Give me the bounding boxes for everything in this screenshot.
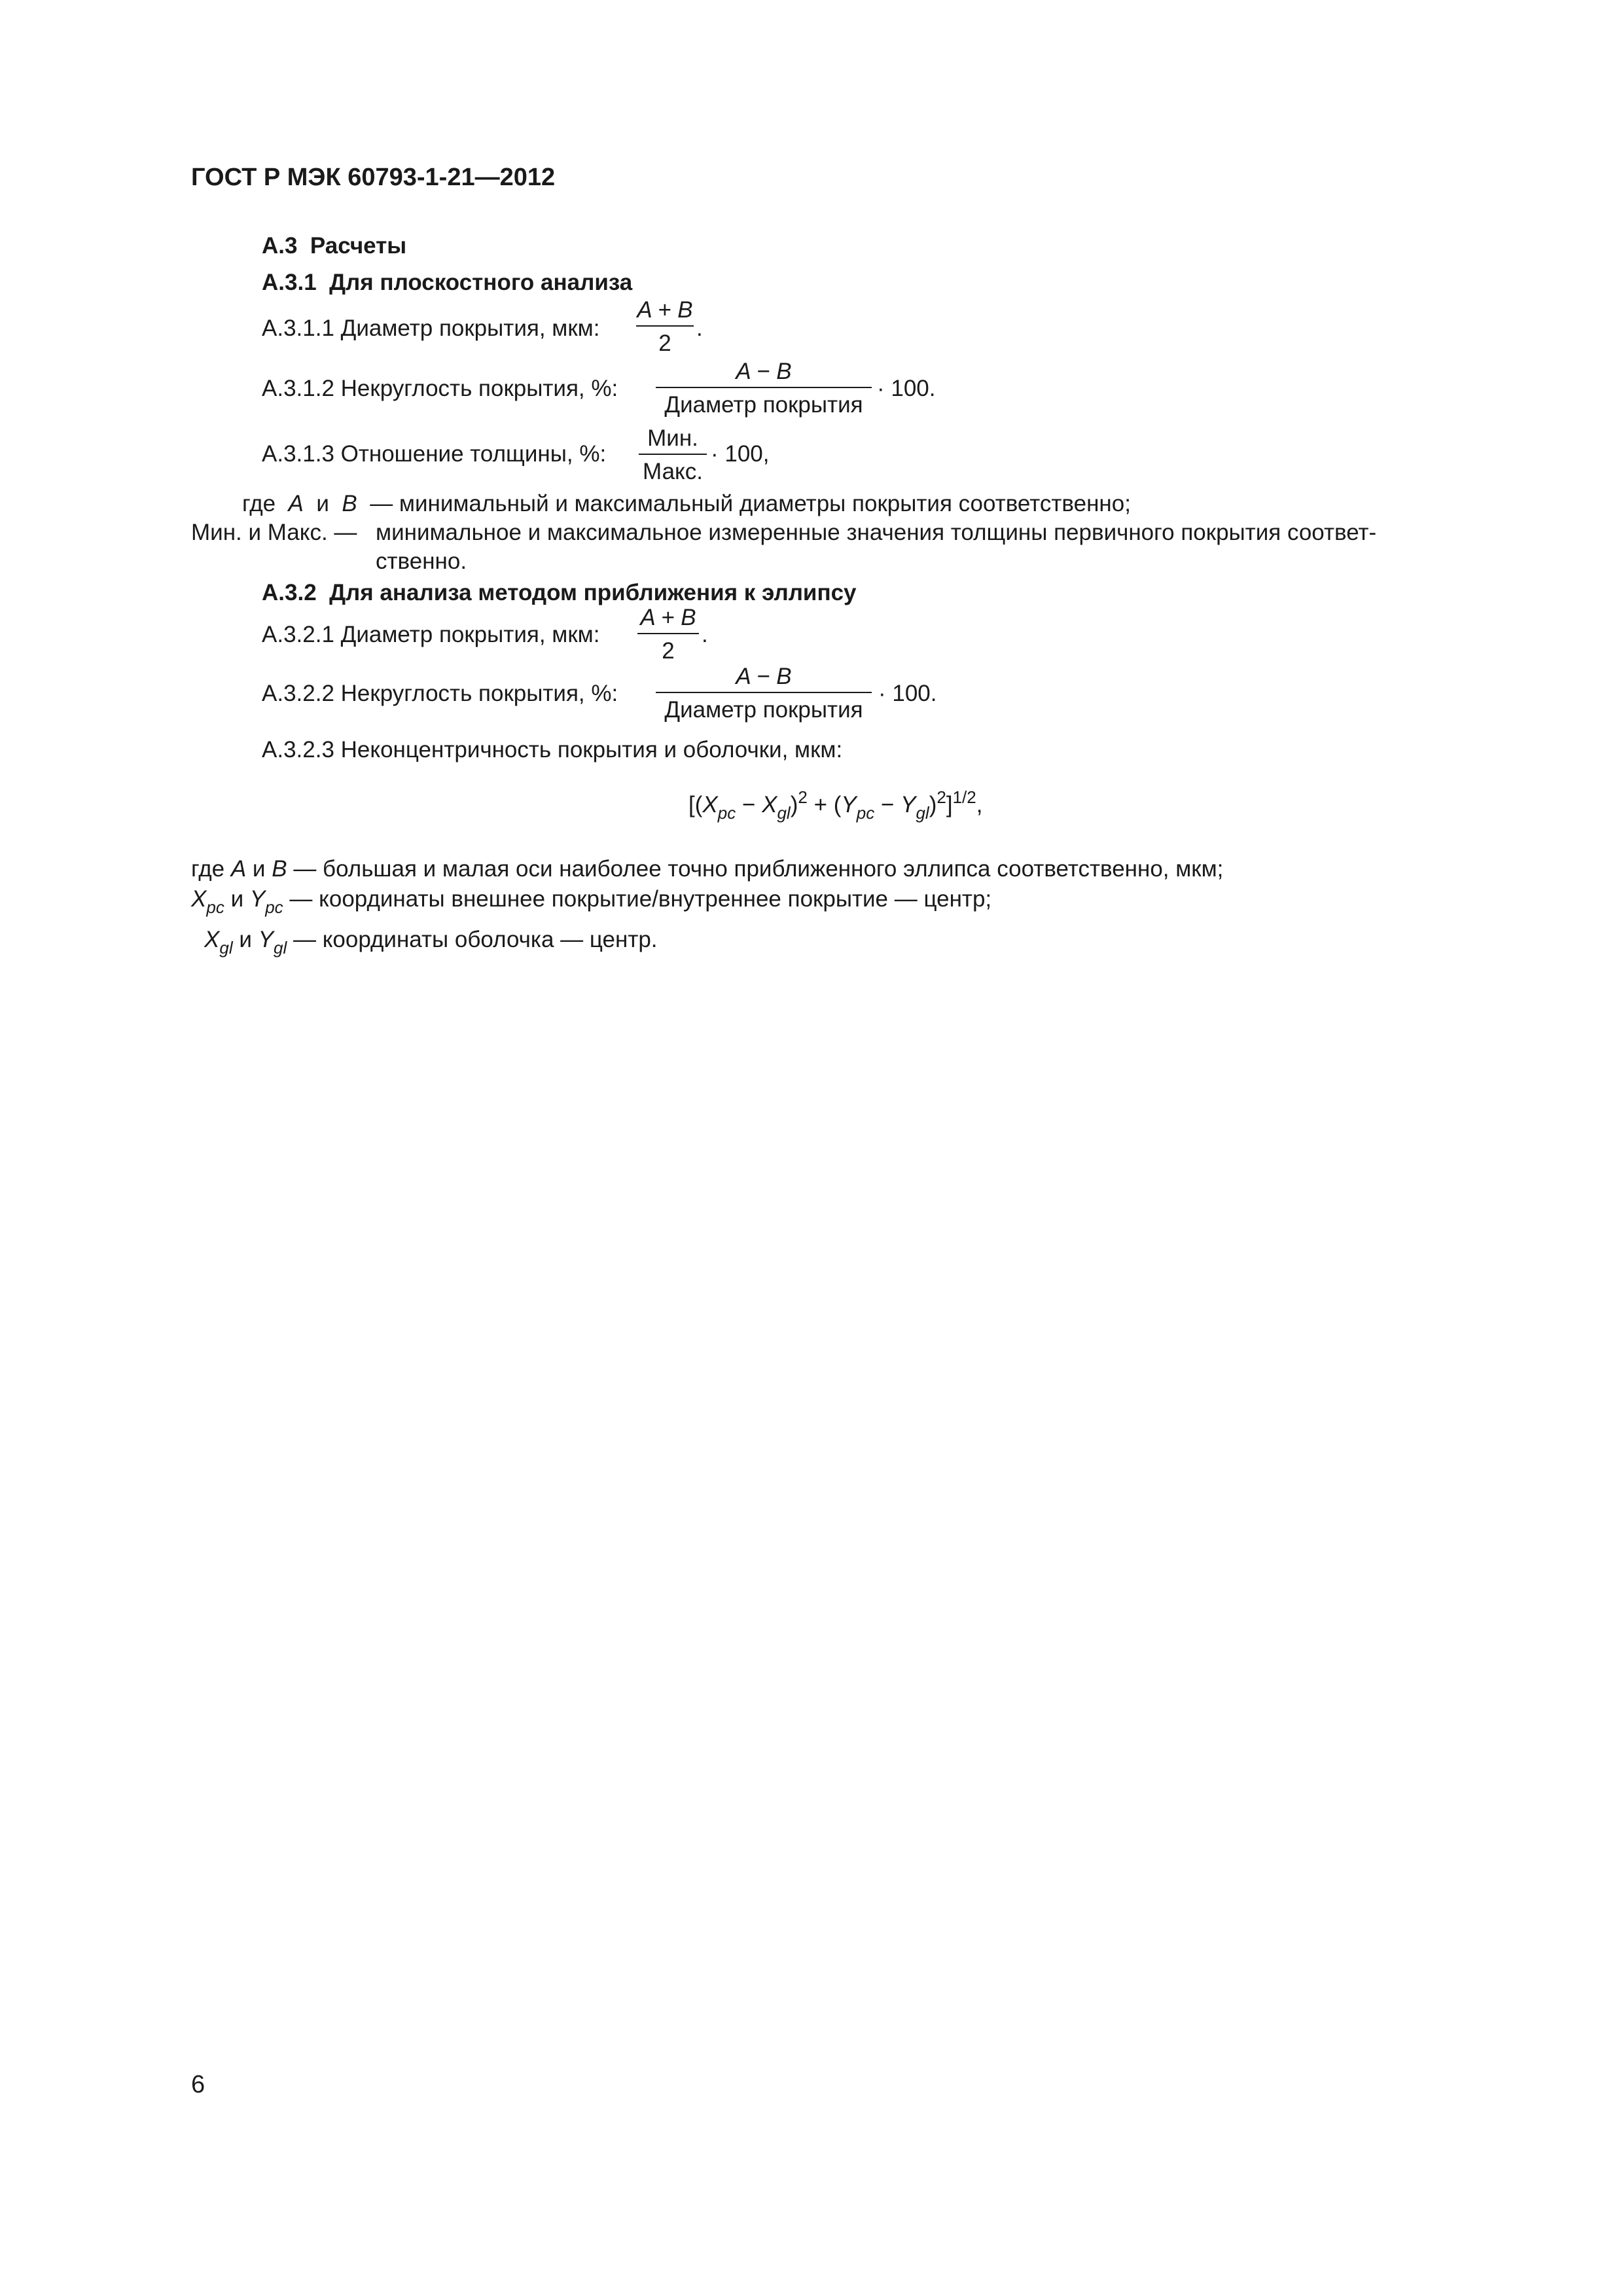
conjunction: и bbox=[316, 491, 329, 516]
where-line bbox=[204, 927, 658, 958]
fraction-denominator: 2 bbox=[658, 331, 671, 356]
section-title: Расчеты bbox=[310, 233, 407, 259]
formula-tail: · 100, bbox=[711, 441, 770, 467]
section-title: Для плоскостного анализа bbox=[329, 270, 633, 295]
operator: − bbox=[736, 792, 762, 817]
subscript: pc bbox=[856, 803, 875, 823]
formula-tail: · 100. bbox=[877, 376, 936, 401]
section-number: А.3.2 bbox=[262, 580, 317, 605]
definition-text: минимальное и максимальное измеренные значения толщины первичного покрытия соответ- bbox=[376, 520, 1377, 545]
subscript: gl bbox=[916, 803, 929, 823]
formula-tail: . bbox=[702, 622, 708, 647]
where-prefix: где bbox=[191, 856, 225, 882]
operator: − bbox=[874, 792, 901, 817]
document-code: ГОСТ Р МЭК 60793-1-21—2012 bbox=[191, 164, 556, 191]
fraction-numerator: Мин. bbox=[647, 425, 698, 451]
page-number: 6 bbox=[191, 2071, 205, 2098]
concentricity-formula bbox=[688, 787, 983, 823]
punctuation: , bbox=[976, 792, 983, 817]
fraction bbox=[637, 606, 699, 662]
formula-label: А.3.1.1 Диаметр покрытия, мкм: bbox=[262, 315, 600, 341]
formula-label: А.3.2.2 Некруглость покрытия, %: bbox=[262, 681, 618, 706]
definition-text: — координаты оболочка — центр. bbox=[293, 927, 658, 952]
superscript: 1/2 bbox=[952, 787, 976, 807]
formula-label: А.3.1.3 Отношение толщины, %: bbox=[262, 441, 607, 467]
fraction-numerator: A + B bbox=[637, 297, 693, 323]
variable: Y bbox=[258, 927, 274, 952]
where-terms: Мин. и Макс. — bbox=[191, 520, 357, 545]
superscript: 2 bbox=[936, 787, 946, 807]
conjunction: и bbox=[230, 886, 244, 912]
fraction-denominator: 2 bbox=[662, 638, 675, 664]
formula-tail: . bbox=[696, 315, 703, 341]
superscript: 2 bbox=[798, 787, 808, 807]
section-a3-heading bbox=[262, 234, 406, 257]
subscript: gl bbox=[777, 803, 791, 823]
fraction-denominator: Диаметр покрытия bbox=[664, 697, 863, 723]
conjunction: и bbox=[239, 927, 252, 952]
fraction-bar bbox=[637, 633, 699, 634]
formula-label: А.3.2.3 Неконцентричность покрытия и оболочки, мкм: bbox=[262, 737, 843, 762]
section-number: А.3 bbox=[262, 233, 298, 259]
fraction-bar bbox=[656, 387, 872, 388]
conjunction: и bbox=[252, 856, 266, 882]
definition-text: — большая и малая оси наиболее точно приближенного эллипса соответственно, мкм; bbox=[293, 856, 1224, 882]
where-prefix: где bbox=[242, 491, 276, 516]
bracket: ) bbox=[790, 792, 798, 817]
variable: A bbox=[230, 856, 247, 882]
variable: Y bbox=[249, 886, 266, 912]
variable: X bbox=[204, 927, 220, 952]
where-line bbox=[242, 492, 1131, 515]
fraction bbox=[636, 298, 694, 355]
fraction-bar bbox=[639, 454, 707, 455]
definition-text-continued: ственно. bbox=[376, 548, 467, 574]
bracket: ) bbox=[929, 792, 937, 817]
fraction-numerator: A + B bbox=[640, 605, 696, 630]
section-number: А.3.1 bbox=[262, 270, 317, 295]
formula-tail: · 100. bbox=[878, 681, 937, 706]
variable: Y bbox=[901, 792, 916, 817]
variable: B bbox=[342, 491, 357, 516]
bracket: [( bbox=[688, 792, 703, 817]
variable: Y bbox=[841, 792, 857, 817]
fraction-denominator: Диаметр покрытия bbox=[664, 392, 863, 418]
fraction bbox=[656, 360, 872, 416]
subscript: pc bbox=[717, 803, 736, 823]
variable: X bbox=[191, 886, 207, 912]
formula-label: А.3.1.2 Некруглость покрытия, %: bbox=[262, 376, 618, 401]
fraction bbox=[639, 427, 707, 483]
variable: A bbox=[288, 491, 304, 516]
variable: B bbox=[272, 856, 287, 882]
operator: + ( bbox=[807, 792, 842, 817]
section-a31-heading bbox=[262, 271, 632, 294]
section-title: Для анализа методом приближения к эллипсу bbox=[329, 580, 857, 605]
variable: X bbox=[702, 792, 718, 817]
where-line bbox=[191, 886, 992, 917]
fraction-numerator: A − B bbox=[736, 359, 792, 384]
subscript: gl bbox=[274, 938, 287, 958]
subscript: pc bbox=[206, 897, 224, 917]
subscript: gl bbox=[219, 938, 233, 958]
definition-text: — минимальный и максимальный диаметры покрытия соответственно; bbox=[370, 491, 1131, 516]
fraction-denominator: Макс. bbox=[643, 459, 703, 484]
definition-text: — координаты внешнее покрытие/внутреннее покрытие — центр; bbox=[289, 886, 992, 912]
fraction bbox=[656, 665, 872, 721]
fraction-bar bbox=[656, 692, 872, 693]
where-line bbox=[191, 857, 1223, 880]
formula-label: А.3.2.1 Диаметр покрытия, мкм: bbox=[262, 622, 600, 647]
variable: X bbox=[762, 792, 777, 817]
subscript: pc bbox=[265, 897, 283, 917]
bracket: ] bbox=[946, 792, 953, 817]
section-a32-heading bbox=[262, 581, 857, 604]
fraction-numerator: A − B bbox=[736, 664, 792, 689]
fraction-bar bbox=[636, 325, 694, 327]
